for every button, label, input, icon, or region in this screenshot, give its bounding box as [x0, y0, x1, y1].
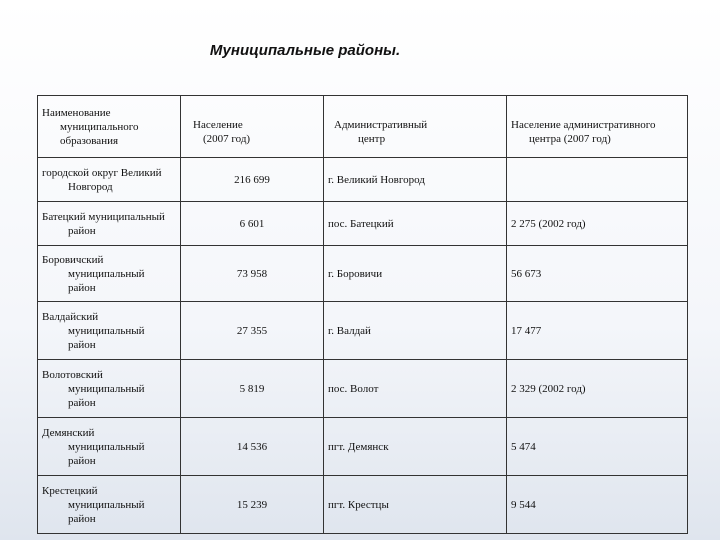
district-name-line: район [68, 224, 96, 237]
population-cell: 73 958 [181, 246, 324, 302]
district-name-line: район [68, 454, 96, 467]
header-name [38, 96, 181, 158]
districts-table [37, 95, 688, 534]
population-cell: 14 536 [181, 418, 324, 476]
header-center-population-line: центра (2007 год) [529, 132, 611, 145]
district-name-line: городской округ Великий [42, 166, 162, 179]
center-population-cell: 5 474 [507, 418, 688, 476]
center-population-cell: 2 329 (2002 год) [507, 360, 688, 418]
header-center-population [507, 96, 688, 158]
header-population-line: Население [193, 118, 243, 131]
district-name-cell [38, 246, 181, 302]
population-cell: 6 601 [181, 202, 324, 246]
admin-center-cell: пос. Батецкий [324, 202, 507, 246]
district-name-cell [38, 476, 181, 534]
header-name-line: Наименование [42, 106, 111, 119]
district-name-line: Волотовский [42, 368, 103, 381]
population-cell: 216 699 [181, 158, 324, 202]
table-row [38, 158, 688, 202]
header-name-line: муниципального [60, 120, 139, 133]
district-name-line: Крестецкий [42, 484, 98, 497]
header-name-line: образования [60, 134, 119, 147]
table-row [38, 476, 688, 534]
district-name-line: район [68, 338, 96, 351]
table-row [38, 418, 688, 476]
district-name-cell [38, 158, 181, 202]
table-row [38, 202, 688, 246]
admin-center-cell: пгт. Демянск [324, 418, 507, 476]
population-cell: 27 355 [181, 302, 324, 360]
center-population-cell: 2 275 (2002 год) [507, 202, 688, 246]
population-cell: 15 239 [181, 476, 324, 534]
center-population-cell: 56 673 [507, 246, 688, 302]
district-name-cell [38, 202, 181, 246]
district-name-line: муниципальный [68, 267, 145, 280]
district-name-line: Валдайский [42, 310, 99, 323]
district-name-line: Боровичский [42, 253, 104, 266]
header-center-line: центр [358, 132, 386, 145]
district-name-cell [38, 360, 181, 418]
district-name-line: район [68, 512, 96, 525]
district-name-line: Демянский [42, 426, 95, 439]
table-row [38, 246, 688, 302]
page-title: Муниципальные районы. [209, 42, 401, 59]
center-population-cell: 17 477 [507, 302, 688, 360]
header-population [181, 96, 324, 158]
population-cell: 5 819 [181, 360, 324, 418]
district-name-line: муниципальный [68, 324, 145, 337]
district-name-line: район [68, 281, 96, 294]
district-name-cell [38, 418, 181, 476]
district-name-line: муниципальный [68, 382, 145, 395]
district-name-line: Батецкий муниципальный [42, 210, 165, 223]
district-name-line: Новгород [68, 180, 113, 193]
district-name-line: муниципальный [68, 498, 145, 511]
admin-center-cell: г. Валдай [324, 302, 507, 360]
center-population-cell: 9 544 [507, 476, 688, 534]
district-name-line: район [68, 396, 96, 409]
district-name-cell [38, 302, 181, 360]
table-header-row [38, 96, 688, 158]
table-row [38, 360, 688, 418]
table-row [38, 302, 688, 360]
center-population-cell [507, 158, 688, 202]
header-center [324, 96, 507, 158]
header-center-population-line: Население административного [511, 118, 656, 131]
admin-center-cell: пгт. Крестцы [324, 476, 507, 534]
header-center-line: Административный [334, 118, 428, 131]
header-population-line: (2007 год) [203, 132, 251, 145]
admin-center-cell: г. Великий Новгород [324, 158, 507, 202]
district-name-line: муниципальный [68, 440, 145, 453]
admin-center-cell: г. Боровичи [324, 246, 507, 302]
admin-center-cell: пос. Волот [324, 360, 507, 418]
